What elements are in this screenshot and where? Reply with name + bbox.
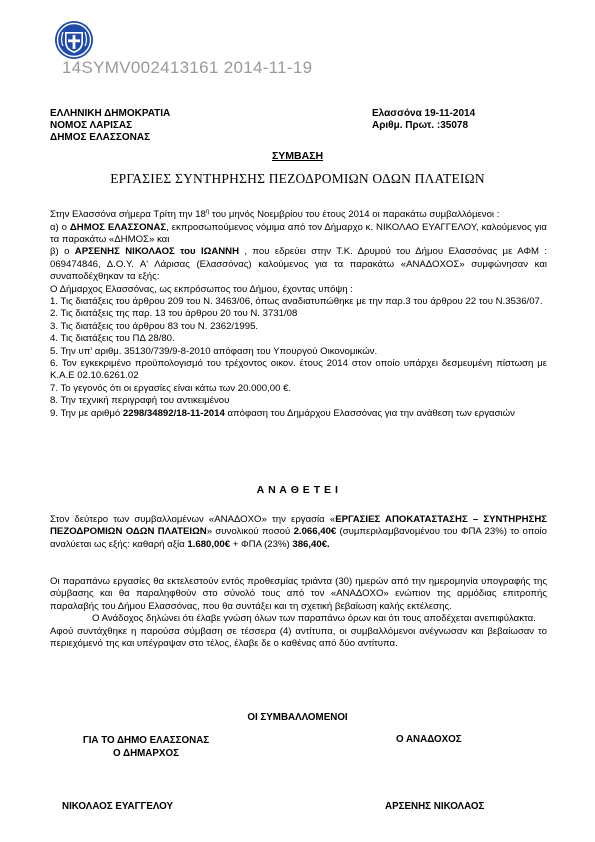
award-mid: » συνολικού ποσού bbox=[206, 526, 294, 538]
header-country: ΕΛΛΗΝΙΚΗ ΔΗΜΟΚΡΑΤΙΑ bbox=[50, 108, 171, 119]
party-b-text: , που εδρεύει στην Τ.Κ. Δρυμού του Δήμου Ελασσόνας με ΑΦΜ : 069474846, Δ.Ο.Υ. Α' Λάρισας (Ελασσόνας) καλούμενος για τα παρακάτω «ΑΝΑΔΟΧΟΣ» συμφώνησαν και συναποδέχθηκαν τα εξής: bbox=[50, 246, 547, 283]
contract-body bbox=[50, 206, 547, 420]
intro-text-a: Στην Ελασσόνα σήμερα Τρίτη την 18 bbox=[50, 209, 206, 221]
consideration-3: 3. Τις διατάξεις του άρθρου 83 του Ν. 2362/1995. bbox=[50, 320, 259, 332]
consideration-9 bbox=[50, 408, 547, 420]
consideration-4: 4. Τις διατάξεις του ΠΔ 28/80. bbox=[50, 333, 175, 345]
header-left bbox=[50, 108, 170, 144]
award-work-title: ΕΡΓΑΣΙΕΣ ΑΠΟΚΑΤΑΣΤΑΣΗΣ – ΣΥΝΤΗΡΗΣΗΣ ΠΕΖΟΔΡΟΜΙΩΝ ΟΔΩΝ ΠΛΑΤΕΙΩΝ bbox=[50, 514, 547, 538]
header-right bbox=[372, 108, 475, 132]
consideration-9-prefix: 9. Την με αριθμό bbox=[50, 407, 123, 419]
award-mid2: (συμπεριλαμβανομένου του ΦΠΑ 23%) το οποίο αναλύεται ως εξής: καθαρή αξία bbox=[50, 526, 547, 550]
header-protocol: Αριθμ. Πρωτ. :35078 bbox=[372, 120, 469, 131]
header-prefecture: ΝΟΜΟΣ ΛΑΡΙΣΑΣ bbox=[50, 120, 133, 131]
header-municipality: ΔΗΜΟΣ ΕΛΑΣΣΟΝΑΣ bbox=[50, 132, 151, 143]
award-vat: 386,40€. bbox=[292, 538, 330, 550]
signature-left-title1: ΓΙΑ ΤΟ ΔΗΜΟ ΕΛΑΣΣΟΝΑΣ bbox=[82, 735, 210, 746]
award-mid3: + ΦΠΑ (23%) bbox=[230, 538, 293, 550]
party-b-paragraph bbox=[50, 246, 547, 283]
document-subject: ΕΡΓΑΣΙΕΣ ΣΥΝΤΗΡΗΣΗΣ ΠΕΖΟΔΡΟΜΙΩΝ ΟΔΩΝ ΠΛΑΤΕΙΩΝ bbox=[110, 171, 485, 186]
party-b-name: ΑΡΣΕΝΗΣ ΝΙΚΟΛΑΟΣ του ΙΩΑΝΝΗ bbox=[74, 246, 240, 258]
signature-contractor-title: Ο ΑΝΑΔΟΧΟΣ bbox=[396, 734, 462, 745]
terms-block bbox=[50, 576, 547, 650]
party-a-name: ΔΗΜΟΣ ΕΛΑΣΣΟΝΑΣ bbox=[69, 221, 167, 233]
consideration-7: 7. Το γεγονός ότι οι εργασίες είναι κάτω των 20.000,00 €. bbox=[50, 382, 292, 394]
consideration-5: 5. Την υπ' αριθμ. 35130/739/9-8-2010 απόφαση του Υπουργού Οικονομικών. bbox=[50, 345, 378, 357]
signature-right-name: ΑΡΣΕΝΗΣ ΝΙΚΟΛΑΟΣ bbox=[385, 801, 485, 812]
consideration-9-text: απόφαση του Δημάρχου Ελασσόνας για την ανάθεση των εργασιών bbox=[224, 407, 515, 419]
award-total: 2.066,40€ bbox=[293, 526, 337, 538]
signature-municipality-title bbox=[62, 734, 230, 760]
assigns-heading: Α Ν Α Θ Ε Τ Ε Ι bbox=[256, 484, 339, 496]
signatures-heading: ΟΙ ΣΥΜΒΑΛΛΟΜΕΝΟΙ bbox=[247, 712, 348, 723]
decision-number: 2298/34892/18-11-2014 bbox=[122, 407, 225, 419]
intro-text-b: του μηνός Νοεμβρίου του έτους 2014 οι παρακάτω συμβαλλόμενοι : bbox=[209, 209, 500, 221]
award-prefix: Στον δεύτερο των συμβαλλομένων «ΑΝΑΔΟΧΟ» την εργασία « bbox=[50, 514, 336, 525]
greek-emblem-seal-icon bbox=[54, 20, 94, 60]
party-a-text: , εκπροσωπούμενος νόμιμα από τον Δήμαρχο κ. ΝΙΚΟΛΑΟ ΕΥΑΓΓΕΛΟΥ, καλούμενος για τα παρακάτω «ΔΗΜΟΣ» και bbox=[50, 221, 547, 245]
document-title-text: ΣΥΜΒΑΣΗ bbox=[271, 150, 324, 162]
party-a-paragraph bbox=[50, 222, 547, 247]
award-net: 1.680,00€ bbox=[187, 538, 231, 550]
intro-paragraph bbox=[50, 206, 547, 222]
document-watermark: 14SYMV002413161 2014-11-19 bbox=[62, 58, 313, 77]
signature-left-title2: Ο ΔΗΜΑΡΧΟΣ bbox=[113, 748, 179, 759]
term-copies: Αφού συντάχθηκε η παρούσα σύμβαση σε τέσσερα (4) αντίτυπα, οι συμβαλλόμενοι ανέγνωσαν και βεβαίωσαν το περιεχόμενό της και υπέγραψαν στο τέλος, έλαβε δε ο καθένας από δύο αντίτυπα. bbox=[50, 625, 547, 650]
intro-sup: η bbox=[205, 209, 210, 215]
consideration-6: 6. Τον εγκεκριμένο προϋπολογισμό του τρέχοντος οικον. έτους 2014 στον οποίο υπάρχει δεσμευμένη πίστωση με Κ.Α.Ε 02.10.6261.02 bbox=[50, 358, 547, 382]
term-acceptance: Ο Ανάδοχος δηλώνει ότι έλαβε γνώση όλων των παραπάνω όρων και ότι τους αποδέχεται ανεπιφύλακτα. bbox=[92, 613, 536, 625]
mayor-considering: Ο Δήμαρχος Ελασσόνας, ως εκπρόσωπος του Δήμου, έχοντας υπόψη : bbox=[50, 283, 353, 295]
consideration-2: 2. Τις διατάξεις της παρ. 13 του άρθρου 20 του Ν. 3731/08 bbox=[50, 308, 298, 320]
consideration-1: 1. Τις διατάξεις του άρθρου 209 του Ν. 3463/06, όπως αναδιατυπώθηκε με την παρ.3 του άρθρου 22 του Ν.3536/07. bbox=[50, 296, 543, 308]
signature-left-name: ΝΙΚΟΛΑΟΣ ΕΥΑΓΓΕΛΟΥ bbox=[62, 801, 174, 812]
party-a-prefix: α) ο bbox=[50, 221, 70, 233]
document-title bbox=[0, 150, 595, 162]
term-deadline: Οι παραπάνω εργασίες θα εκτελεστούν εντός προθεσμίας τριάντα (30) ημερών από την ημερομηνία υπογραφής της σύμβασης και θα παραληφθούν στο σύνολό τους από τον «ΑΝΑΔΟΧΟ» ενώπιον της αρμόδιας επιτροπής παραλαβής του Δήμου Ελασσόνας, που θα συντάξει και τη σχετική βεβαίωση καλής εκτέλεσης. bbox=[50, 576, 547, 612]
party-b-prefix: β) ο bbox=[50, 246, 75, 258]
award-paragraph bbox=[50, 514, 547, 551]
award-text bbox=[50, 514, 547, 551]
consideration-8: 8. Την τεχνική περιγραφή του αντικειμένου bbox=[50, 395, 230, 407]
header-place-date: Ελασσόνα 19-11-2014 bbox=[372, 108, 476, 119]
